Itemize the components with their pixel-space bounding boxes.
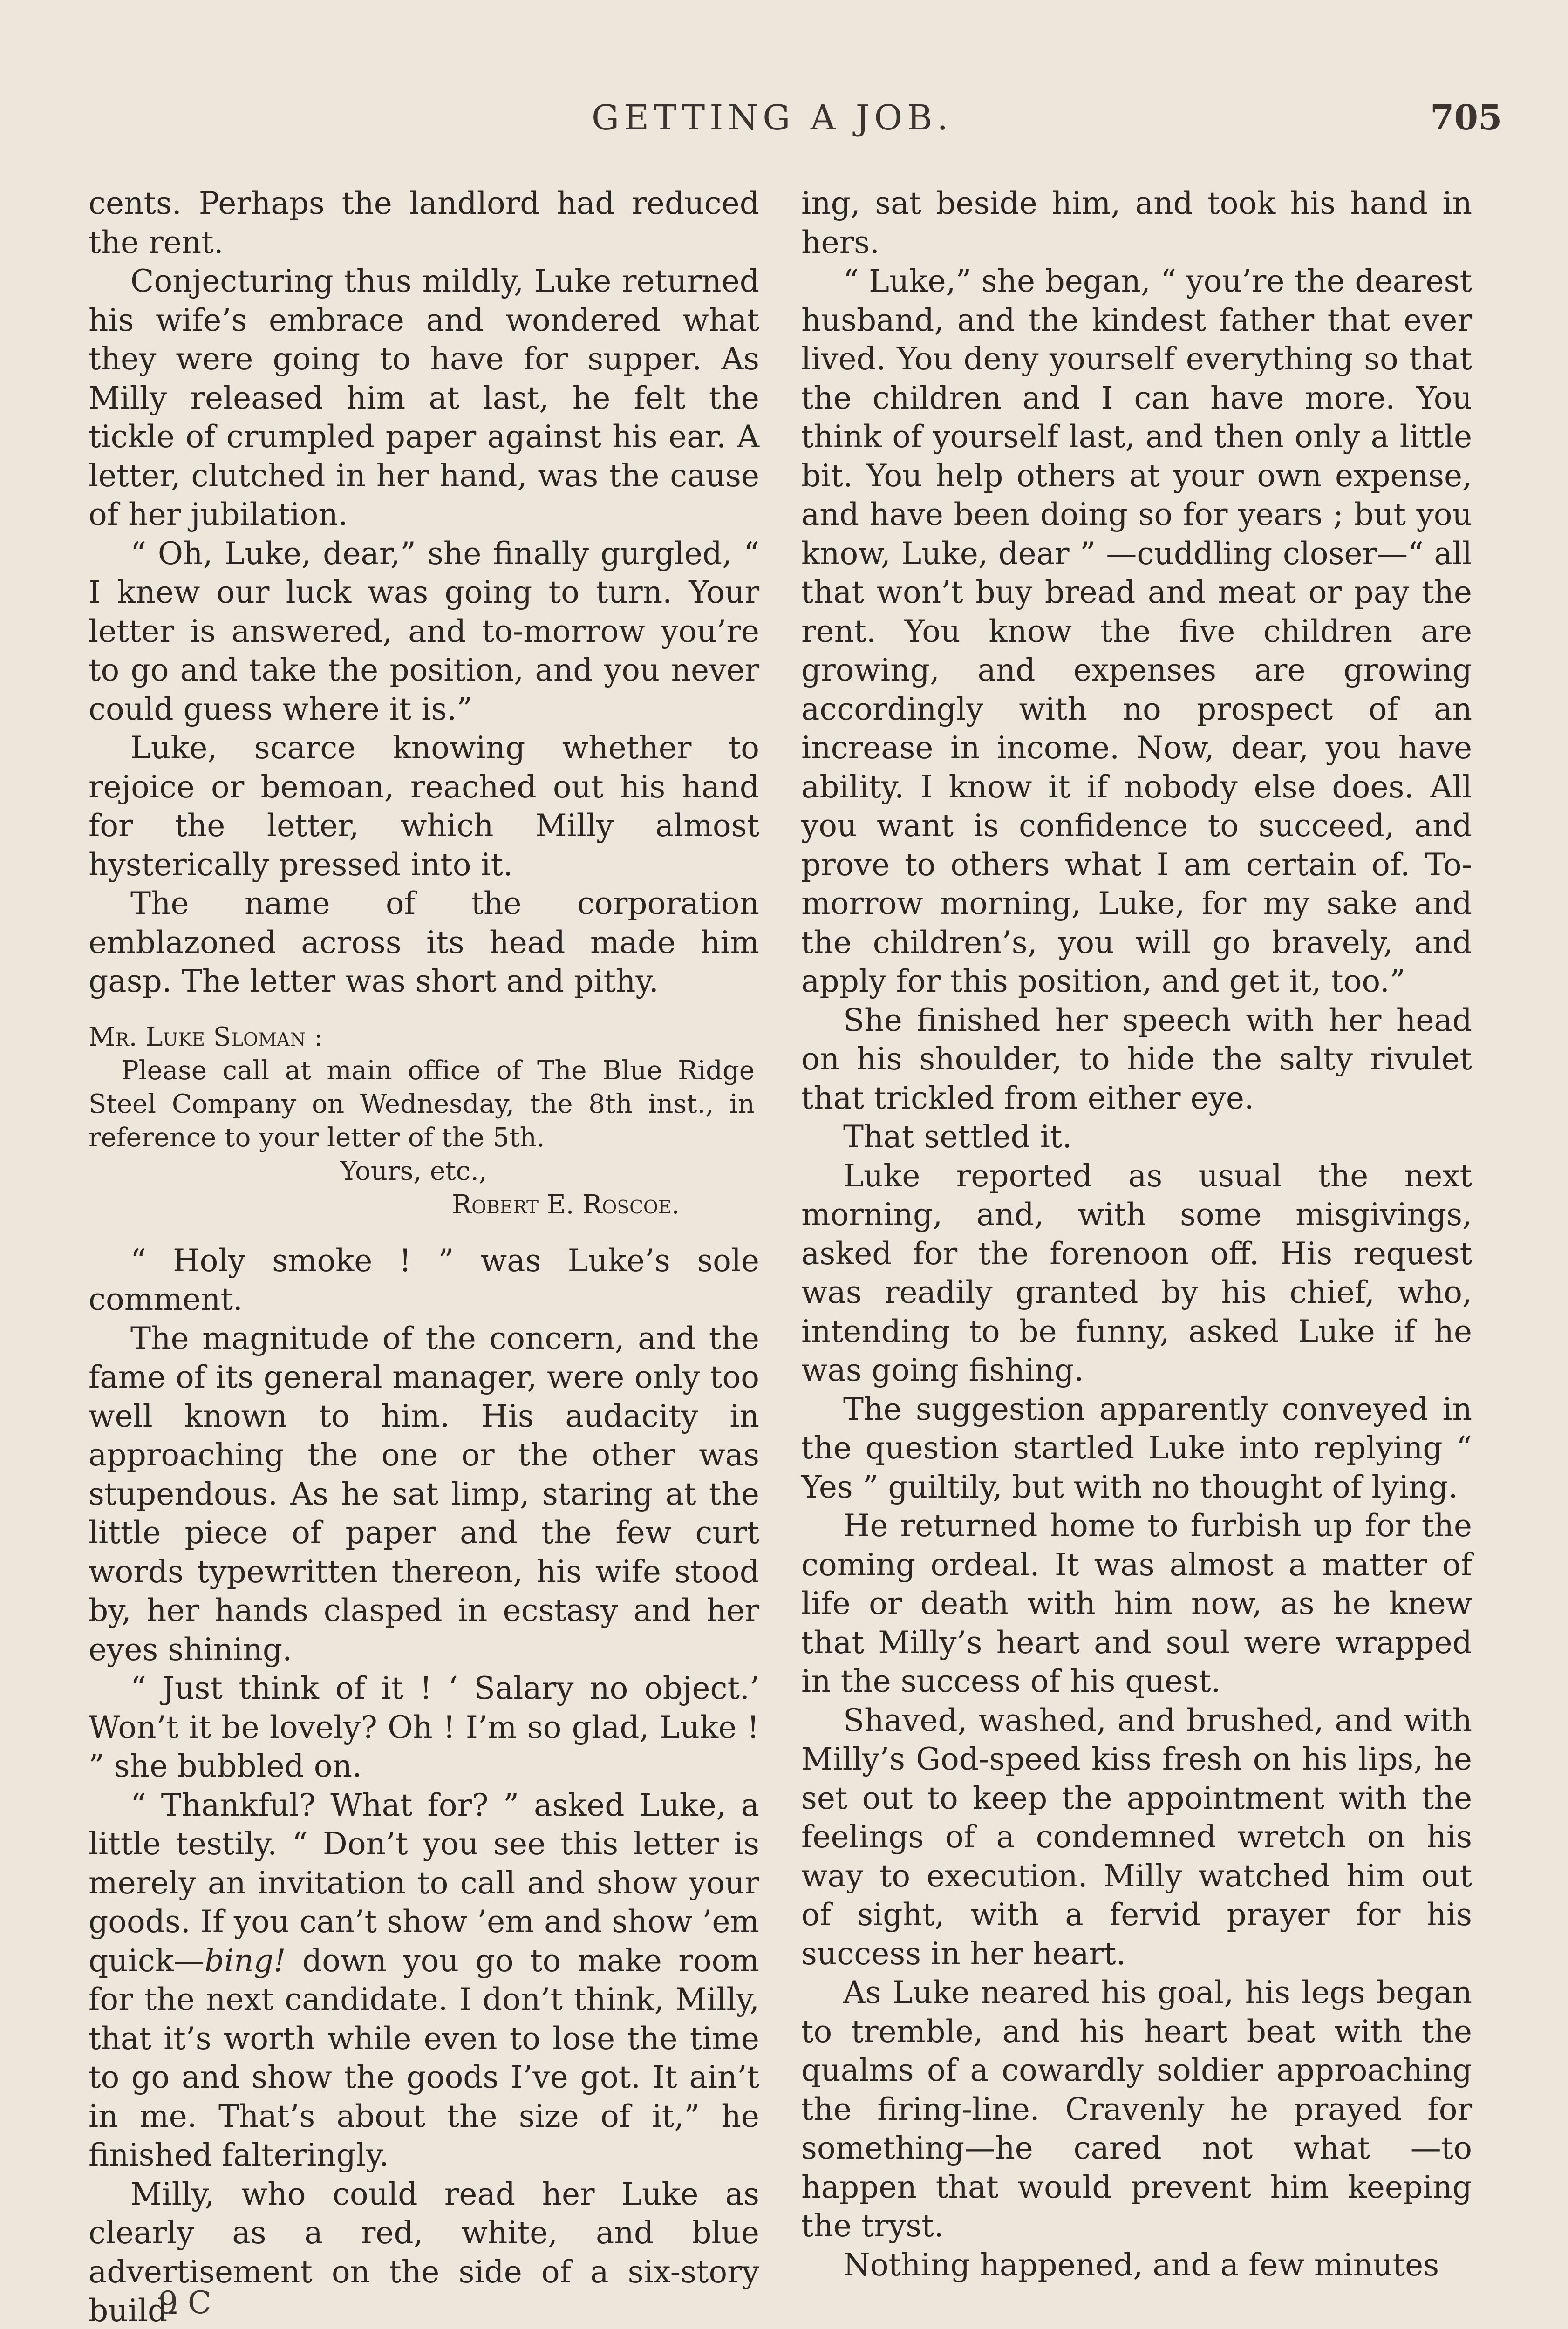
quoted-letter xyxy=(89,1021,759,1222)
paragraph: Milly, who could read her Luke as clearly as a red, white, and blue advertisement on the side of a six-story build- xyxy=(89,2176,759,2329)
italic-text: bing! xyxy=(204,1942,286,1979)
letter-salutation: Mr. Luke Sloman : xyxy=(89,1021,323,1052)
paragraph: ing, sat beside him, and took his hand in hers. xyxy=(801,185,1472,260)
paragraph: Conjecturing thus mildly, Luke returned his wife’s embrace and wondered what they were going to have for supper. As Milly released him at last, he felt the tickle of crumpled paper against his ear. A letter, clutched in her hand, was the cause of her jubilation. xyxy=(89,263,759,532)
page-number: 705 xyxy=(1430,98,1502,138)
left-column xyxy=(89,184,759,2329)
letter-body: Please call at main office of The Blue Ridge Steel Company on Wednesday, the 8th inst., in reference to your letter of the 5th. xyxy=(89,1055,755,1153)
paragraph: “ Holy smoke ! ” was Luke’s sole comment. xyxy=(89,1242,759,1317)
paragraph: He returned home to furbish up for the coming ordeal. It was almost a matter of life or death with him now, as he knew that Milly’s heart and soul were wrapped in the success of his quest. xyxy=(801,1508,1472,1699)
paragraph: cents. Perhaps the landlord had reduced the rent. xyxy=(89,185,759,260)
paragraph: “ Oh, Luke, dear,” she finally gurgled, “ I knew our luck was going to turn. Your letter is answered, and to-morrow you’re to go and take the position, and you never could guess where it is.” xyxy=(89,535,759,727)
paragraph: “ Luke,” she began, “ you’re the dearest husband, and the kindest father that ever lived. You deny yourself everything so that the children and I can have more. You think of yourself last, and then only a little bit. You help others at your own expense, and have been doing so for years ; but you know, Luke, dear ” —cuddling closer—“ all that won’t buy bread and meat or pay the rent. You know the five children are growing, and expenses are growing accordingly with no prospect of an increase in income. Now, dear, you have ability. I know it if nobody else does. All you want is confidence to succeed, and prove to others what I am certain of. To-morrow morning, Luke, for my sake and the children’s, you will go bravely, and apply for this position, and get it, too.” xyxy=(801,263,1472,999)
paragraph: “ Just think of it ! ‘ Salary no object.’ Won’t it be lovely? Oh ! I’m so glad, Luke ! ” she bubbled on. xyxy=(89,1670,759,1784)
paragraph: Shaved, washed, and brushed, and with Milly’s God-speed kiss fresh on his lips, he set out to keep the appointment with the feelings of a condemned wretch on his way to execution. Milly watched him out of sight, with a fervid prayer for his success in her heart. xyxy=(801,1702,1472,1972)
paragraph: Luke, scarce knowing whether to rejoice or bemoan, reached out his hand for the letter, which Milly almost hysterically pressed into it. xyxy=(89,730,759,883)
running-head: GETTING A JOB. xyxy=(592,98,953,138)
paragraph: Nothing happened, and a few minutes xyxy=(843,2247,1439,2283)
paragraph: The magnitude of the concern, and the fame of its general manager, were only too well known to him. His audacity in approaching the one or the other was stupendous. As he sat limp, staring at the little piece of paper and the few curt words typewritten thereon, his wife stood by, her hands clasped in ecstasy and her eyes shining. xyxy=(89,1320,759,1668)
paragraph: The suggestion apparently conveyed in the question startled Luke into replying “ Yes ” guiltily, but with no thought of lying. xyxy=(801,1391,1472,1505)
right-column xyxy=(801,184,1472,2284)
paragraph: As Luke neared his goal, his legs began to tremble, and his heart beat with the qualms of a cowardly soldier approaching the firing-line. Cravenly he prayed for something—he cared not what —to happen that would prevent him keeping the tryst. xyxy=(801,1975,1472,2244)
paragraph: Luke reported as usual the next morning, and, with some misgivings, asked for the forenoon off. His request was readily granted by his chief, who, intending to be funny, asked Luke if he was going fishing. xyxy=(801,1158,1472,1388)
signature-mark: 9 C xyxy=(158,2285,211,2321)
paragraph: The name of the corporation emblazoned across its head made him gasp. The letter was short and pithy. xyxy=(89,885,759,999)
paragraph xyxy=(89,1786,759,2175)
text-run: down you go to make room for the next candidate. I don’t think, Milly, that it’s worth while even to lose the time to go and show the goods I’ve got. It ain’t in me. That’s about the size of it,” he finished falteringly. xyxy=(89,1942,759,2173)
text-run: “ Thankful? What for? ” asked Luke, a little testily. “ Don’t you see this letter is merely an invitation to call and show your goods. If you can’t show ’em and show ’em quick— xyxy=(89,1787,759,1979)
letter-signature: Robert E. Roscoe. xyxy=(452,1189,680,1220)
letter-closing: Yours, etc., xyxy=(340,1156,487,1186)
paragraph: She finished her speech with her head on his shoulder, to hide the salty rivulet that trickled from either eye. xyxy=(801,1002,1472,1116)
paragraph: That settled it. xyxy=(843,1119,1072,1155)
